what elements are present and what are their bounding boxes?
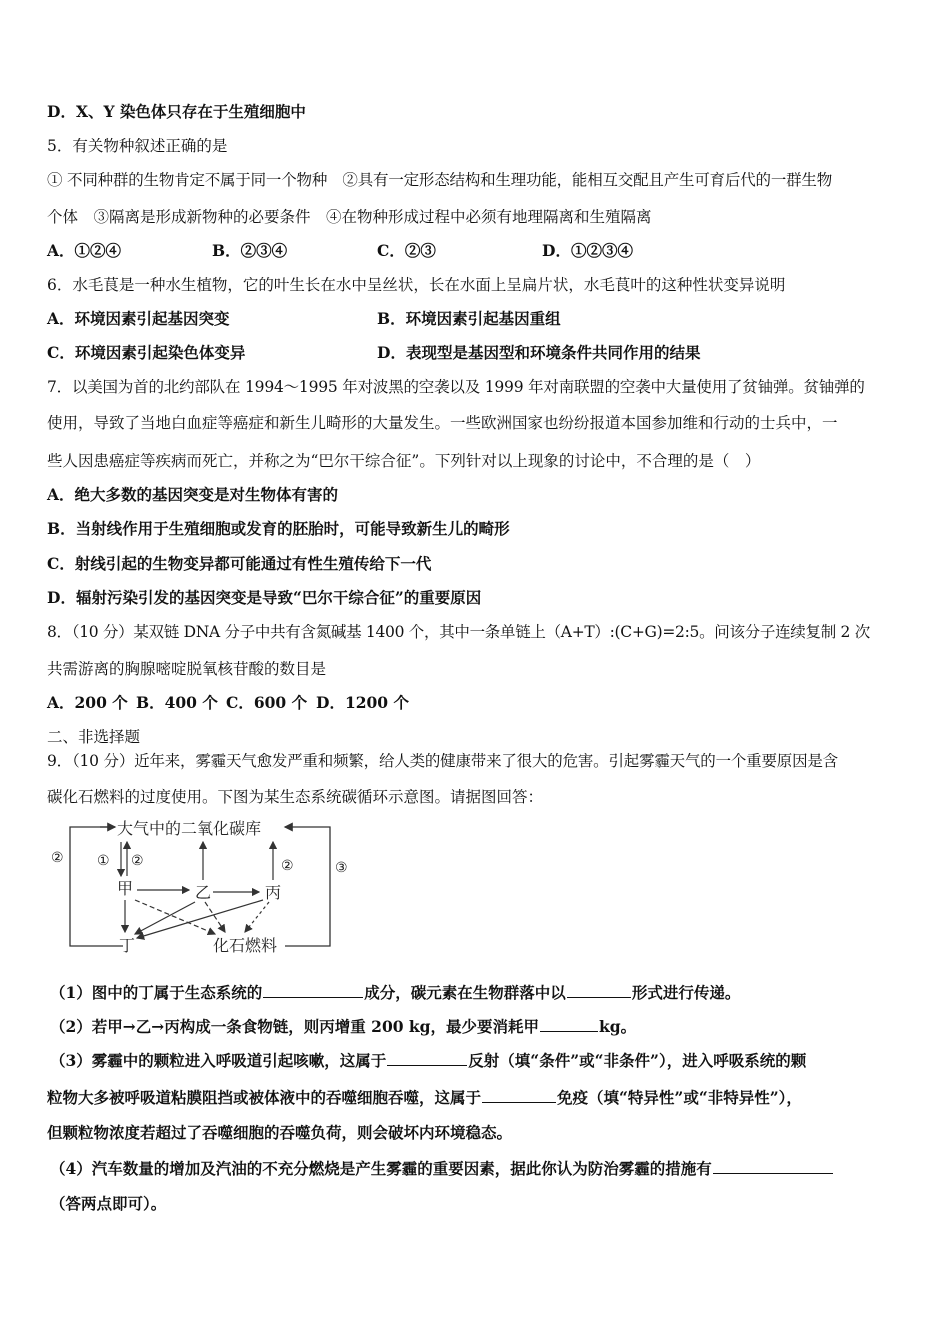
q9-part3-line1 (50, 1049, 806, 1071)
q7-option-d: D．辐射污染引发的基因突变是导致“巴尔干综合征”的重要原因 (47, 588, 482, 607)
q4-option-d: D．X、Y 染色体只存在于生殖细胞中 (47, 102, 306, 121)
q9-part4-text-a: （4）汽车数量的增加及汽油的不充分燃烧是产生雾霾的重要因素，据此你认为防治雾霾的措施有 (50, 1159, 712, 1178)
q8-option-a: A．200 个 (47, 693, 128, 712)
q7-stem-line2: 使用，导致了当地白血症等癌症和新生儿畸形的大量发生。一些欧洲国家也纷纷报道本国参加维和行动的士兵中，一 (47, 414, 838, 432)
q8-stem-line2: 共需游离的胸腺嘧啶脱氧核苷酸的数目是 (47, 660, 327, 678)
q9-part3-text-b: 反射（填“条件”或“非条件”），进入呼吸系统的颗 (468, 1051, 807, 1070)
q9-stem-line1: 9．（10 分）近年来，雾霾天气愈发严重和频繁，给人类的健康带来了很大的危害。引起雾霾天气的一个重要原因是含 (47, 752, 838, 770)
q9-part3-line3: 但颗粒物浓度若超过了吞噬细胞的吞噬负荷，则会破坏内环境稳态。 (47, 1123, 513, 1142)
q7-stem-line1: 7．以美国为首的北约部队在 1994～1995 年对波黑的空袭以及 1999 年对南联盟的空袭中大量使用了贫铀弹。贫铀弹的 (47, 378, 865, 396)
q9-part3-text-d: 免疫（填“特异性”或“非特异性”）， (557, 1088, 802, 1107)
q5-option-c: C．②③ (377, 241, 436, 260)
q9-part4-line1 (50, 1157, 834, 1179)
arrow-bing-to-fossil (245, 902, 269, 932)
q5-statements-line1: ① 不同种群的生物肯定不属于同一个物种 ②具有一定形态结构和生理功能，能相互交配且产生可育后代的一群生物 (47, 171, 833, 189)
q9-part3-text-c: 粒物大多被呼吸道粘膜阻挡或被体液中的吞噬细胞吞噬，这属于 (47, 1088, 482, 1107)
q5-option-b: B．②③④ (212, 241, 288, 260)
node-fossil-fuel: 化石燃料 (213, 936, 278, 955)
node-ding: 丁 (119, 936, 136, 955)
q5-statements-line2: 个体 ③隔离是形成新物种的必要条件 ④在物种形成过程中必须有地理隔离和生殖隔离 (47, 208, 652, 226)
q9-part1 (50, 981, 740, 1003)
q9-part4-line2: （答两点即可）。 (50, 1194, 167, 1213)
q9-part3-line2 (47, 1086, 802, 1108)
right-loop-arrow (285, 827, 330, 946)
q9-part2-text-a: （2）若甲→乙→丙构成一条食物链，则丙增重 200 kg，最少要消耗甲 (50, 1017, 539, 1036)
q8-stem-line1: 8．（10 分）某双链 DNA 分子中共有含氮碱基 1400 个，其中一条单链上（A+T）:(C+G)=2:5。问该分子连续复制 2 次 (47, 623, 870, 641)
left-loop-arrow (70, 827, 123, 946)
section-heading: 二、非选择题 (47, 728, 141, 746)
label-2-right: ② (281, 858, 294, 874)
q9-part1-text-a: （1）图中的丁属于生态系统的 (50, 983, 263, 1002)
q9-part2 (50, 1015, 636, 1037)
q9-stem-line2: 碳化石燃料的过度使用。下图为某生态系统碳循环示意图。请据图回答： (47, 788, 544, 806)
carbon-cycle-diagram (45, 812, 365, 960)
q5-stem: 5．有关物种叙述正确的是 (47, 137, 228, 155)
q9-part3-blank1[interactable] (387, 1049, 467, 1066)
label-3: ③ (335, 860, 348, 876)
q9-part1-blank2[interactable] (567, 981, 631, 998)
q9-part1-text-b: 成分，碳元素在生物群落中以 (364, 983, 566, 1002)
q6-option-a: A．环境因素引起基因突变 (47, 309, 230, 328)
q8-option-d: D．1200 个 (316, 693, 409, 712)
q5-option-a: A．①②④ (47, 241, 122, 260)
q9-part3-text-a: （3）雾霾中的颗粒进入呼吸道引起咳嗽，这属于 (50, 1051, 387, 1070)
label-2-mid: ② (131, 853, 144, 869)
label-2-left: ② (51, 850, 64, 866)
q9-part1-blank1[interactable] (263, 981, 363, 998)
q7-option-a: A．绝大多数的基因突变是对生物体有害的 (47, 485, 339, 504)
q8-option-b: B．400 个 (136, 693, 218, 712)
arrow-jia-to-fossil (135, 900, 215, 934)
q9-part1-text-c: 形式进行传递。 (631, 983, 741, 1002)
q6-option-d: D．表现型是基因型和环境条件共同作用的结果 (377, 343, 701, 362)
q9-part3-blank2[interactable] (482, 1086, 556, 1103)
node-jia: 甲 (117, 879, 134, 898)
node-bing: 丙 (265, 883, 282, 902)
q7-stem-line3: 些人因患癌症等疾病而死亡，并称之为“巴尔干综合征”。下列针对以上现象的讨论中，不合理的是（ ） (47, 452, 761, 470)
node-yi: 乙 (195, 883, 212, 902)
q5-option-d: D．①②③④ (542, 241, 633, 260)
q6-option-b: B．环境因素引起基因重组 (377, 309, 561, 328)
q8-option-c: C．600 个 (226, 693, 308, 712)
q6-option-c: C．环境因素引起染色体变异 (47, 343, 246, 362)
q9-part2-blank[interactable] (540, 1015, 598, 1032)
q7-option-b: B．当射线作用于生殖细胞或发育的胚胎时，可能导致新生儿的畸形 (47, 519, 510, 538)
label-1: ① (97, 853, 110, 869)
co2-pool-label: 大气中的二氧化碳库 (117, 819, 262, 838)
arrow-bing-to-ding (137, 900, 263, 938)
q9-part2-text-b: kg。 (599, 1017, 637, 1036)
q9-part4-blank[interactable] (713, 1157, 833, 1174)
q6-stem: 6．水毛茛是一种水生植物，它的叶生长在水中呈丝状，长在水面上呈扁片状，水毛茛叶的这种性状变异说明 (47, 276, 786, 294)
q7-option-c: C．射线引起的生物变异都可能通过有性生殖传给下一代 (47, 554, 432, 573)
